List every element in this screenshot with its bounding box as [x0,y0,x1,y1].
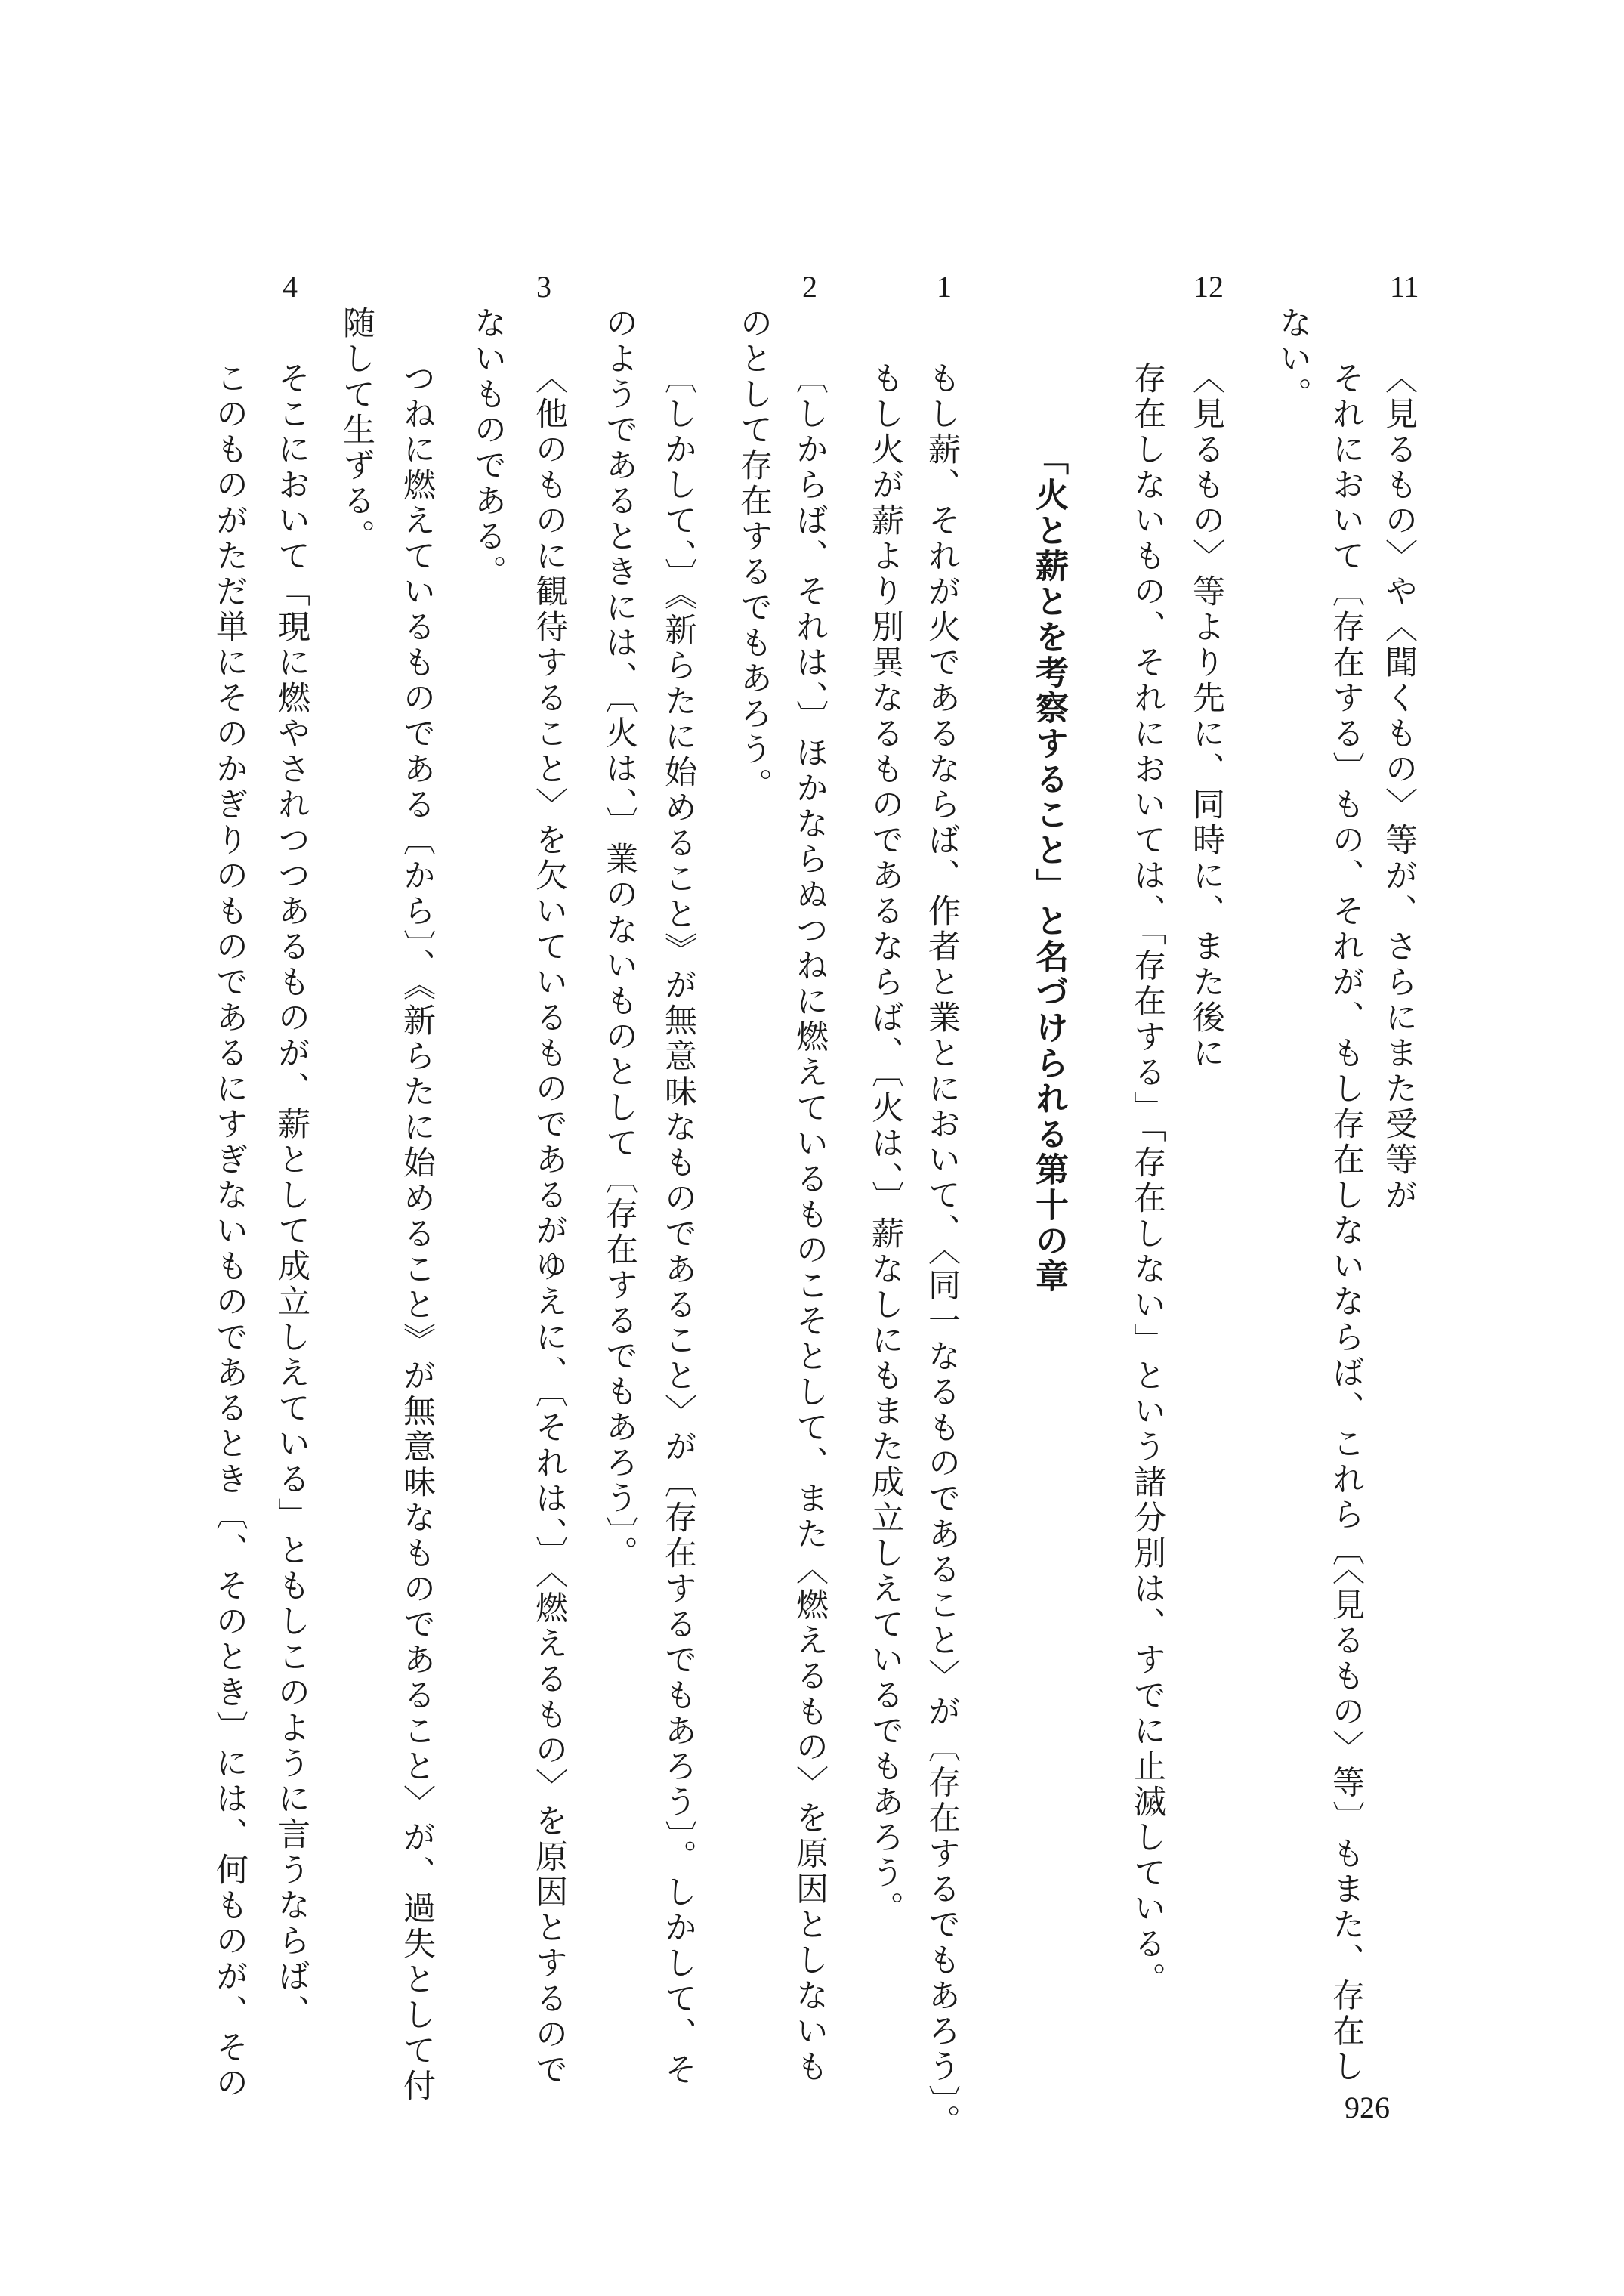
verse-number: 3 [536,270,551,304]
verse-number: 4 [283,270,298,304]
verse-line: 〔しからば、それは、〕ほかならぬつねに燃えているものこそとして、また〈燃えるもの〉を原因としないも [791,361,829,2085]
verse-line: もし火が薪より別異なるものであるならば、〔火は、〕薪なしにもまた成立しえているでもあろう。 [866,361,904,1927]
verse-number: 2 [802,270,817,304]
verse-line: 〈見るもの〉等より先に、同時に、また後に [1187,361,1225,1071]
verse-line: 存在しないもの、それにおいては、「存在する」「存在しない」という諸分別は、すでに止滅している。 [1128,361,1166,1998]
verse-line: このものがただ単にそのかぎりのものであるにすぎないものであるとき〔、そのとき〕には、何ものが、その [211,361,249,2101]
page-number: 926 [1345,2091,1390,2124]
verse-number: 11 [1390,270,1419,304]
verse-number: 12 [1193,270,1224,304]
verse-line: 〔しかして、〕《新らたに始めること》が無意味なものであること〉が〔存在するでもあろう〕。しかして、そ [659,361,697,2088]
verse-line: それにおいて〔存在する〕もの、それが、もし存在しないならば、これら〔〈見るもの〉等〕もまた、存在し [1327,361,1365,2085]
verse-line: のとして存在するでもあろう。 [735,306,773,803]
verse-line: のようであるときには、〔火は、〕業のないものとして〔存在するでもあろう〕。 [601,306,638,1571]
verse-number: 1 [937,270,952,304]
chapter-title: 「火と薪とを考察すること」と名づけられる第十の章 [1030,442,1068,1294]
verse-line: 〈他のものに観待すること〉を欠いているものであるがゆえに、〔それは、〕〈燃えるもの〉を原因とするので [530,361,568,2088]
verse-line: もし薪、それが火であるならば、作者と業とにおいて、〈同一なるものであること〉が〔存在するでもあろう〕。 [923,361,961,2140]
verse-line: 随して生ずる。 [338,306,375,555]
verse-line: そこにおいて「現に燃やされつつあるものが、薪として成立しえている」ともしこのように言うならば、 [273,361,310,2030]
verse-line: つねに燃えているものである〔から〕、《新らたに始めること》が無意味なものであること〉が、過失として付 [398,361,436,2104]
verse-line: ないものである。 [469,306,507,590]
verse-line: ない。 [1274,306,1312,413]
verse-line: 〈見るもの〉や〈聞くもの〉等が、さらにまた受等が [1380,361,1418,1213]
